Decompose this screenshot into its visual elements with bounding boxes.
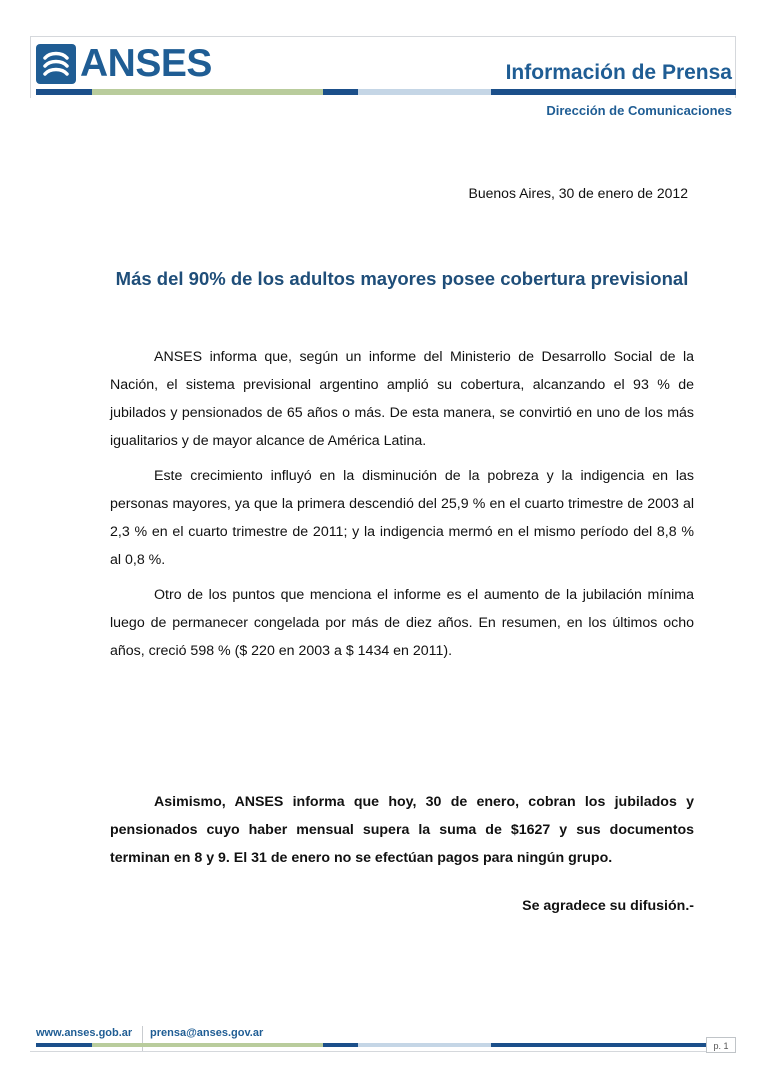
header-color-bar <box>36 89 736 95</box>
paragraph: Este crecimiento influyó en la disminución de la pobreza y la indigencia en las personas mayores, ya que la primera descendió del 25,9 % en el cuarto trimestre de 2003 al 2,3 % en el cuarto trimestre de 2011; y la indigencia mermó en el mismo período del 8,8 % al 0,8 %. <box>110 468 694 568</box>
body-text <box>110 343 694 672</box>
headline: Más del 90% de los adultos mayores posee cobertura previsional <box>115 268 689 289</box>
page-number: p. 1 <box>706 1037 736 1053</box>
paragraph: Otro de los puntos que menciona el informe es el aumento de la jubilación mínima luego de permanecer congelada por más de diez años. En resumen, en los últimos ocho años, creció 598 % ($ 220 en 2003 a $ 1434 en 2011). <box>110 587 694 659</box>
footer-color-bar <box>36 1043 736 1047</box>
payment-announcement: Asimismo, ANSES informa que hoy, 30 de enero, cobran los jubilados y pensionados cuyo haber mensual supera la suma de $1627 y sus documentos terminan en 8 y 9. El 31 de enero no se efectúan pagos para ningún grupo. <box>110 794 694 866</box>
footer-website-link[interactable]: www.anses.gob.ar <box>36 1027 133 1039</box>
footer-email-link[interactable]: prensa@anses.gov.ar <box>150 1027 264 1039</box>
department-label: Dirección de Comunicaciones <box>546 103 732 118</box>
press-title: Información de Prensa <box>505 61 732 84</box>
anses-logo-icon <box>36 44 76 84</box>
closing-line: Se agradece su difusión.- <box>522 898 694 914</box>
footer-rule <box>30 1051 736 1052</box>
press-date: Buenos Aires, 30 de enero de 2012 <box>468 185 688 201</box>
paragraph: ANSES informa que, según un informe del Ministerio de Desarrollo Social de la Nación, el sistema previsional argentino amplió su cobertura, alcanzando el 93 % de jubilados y pensionados de 65 años o más. De esta manera, se convirtió en uno de los más igualitarios y de mayor alcance de América Latina. <box>110 349 694 449</box>
footer-divider <box>142 1026 143 1052</box>
logo-text: ANSES <box>80 42 212 85</box>
